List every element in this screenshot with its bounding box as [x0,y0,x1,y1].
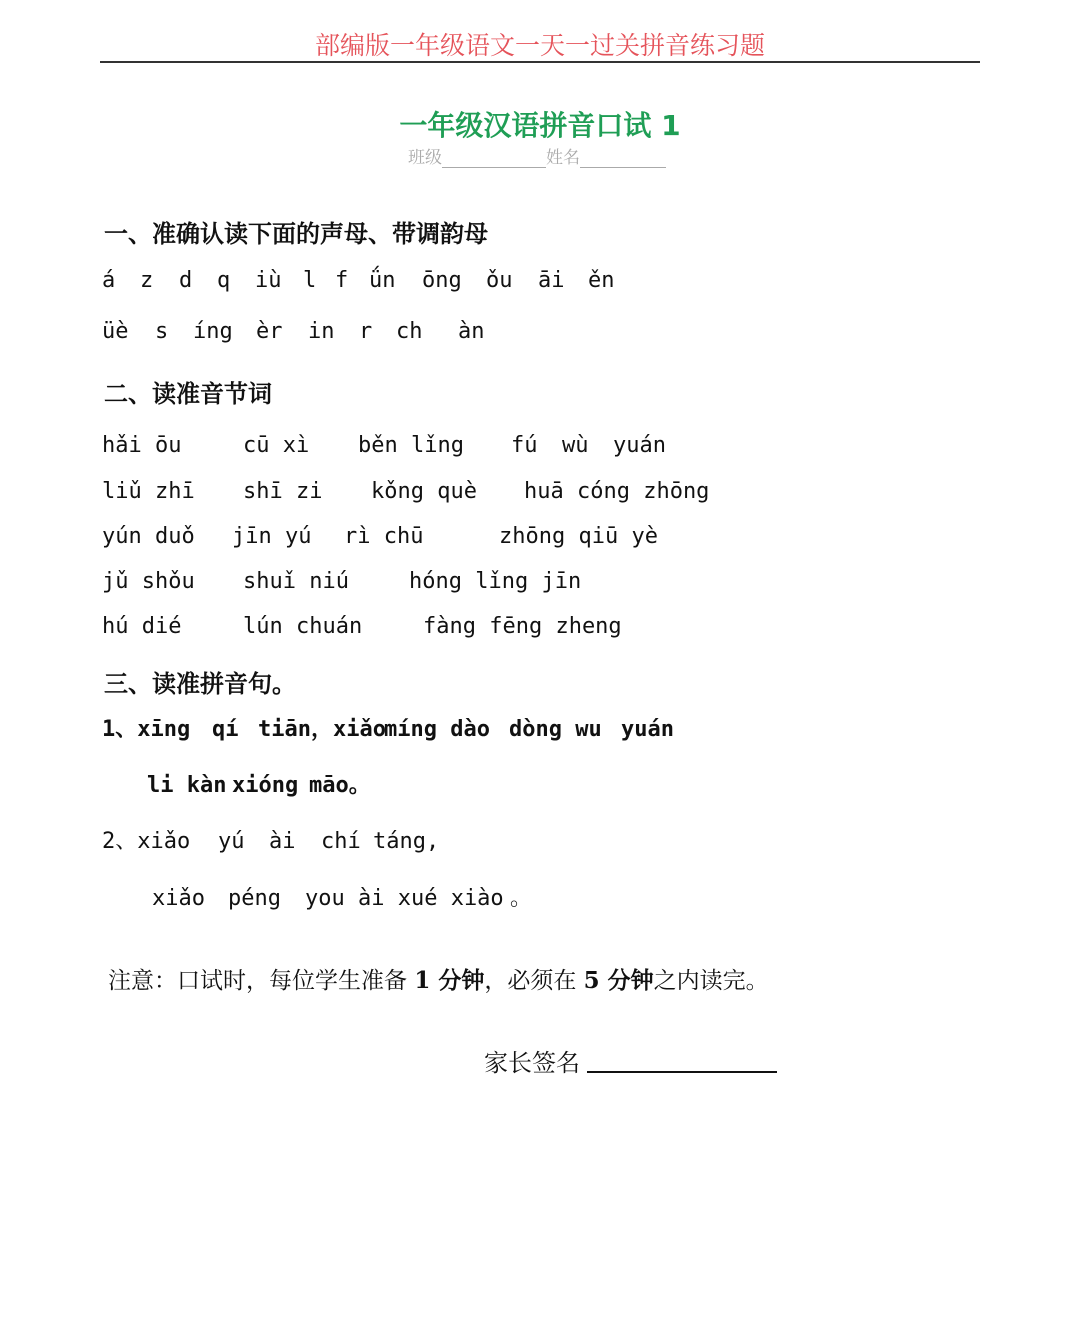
sentence-word: xiǎo [152,886,205,911]
pinyin-item: l [303,268,317,293]
pinyin-item: íng [193,319,233,344]
section1-heading: 一、准确认读下面的声母、带调韵母 [104,219,488,248]
sentence-word: péng [228,886,281,911]
pinyin-item: üè [102,319,129,344]
word-item: fàng fēng zheng [423,614,622,639]
word-item: shī zi [243,479,323,504]
document-title: 一年级汉语拼音口试 1 [399,109,681,142]
header-divider [100,61,980,63]
word-item: lún chuán [243,614,363,639]
sentence-word: ài [269,829,296,854]
section1-row2 [102,319,498,344]
pinyin-item: q [217,268,231,293]
name-blank[interactable] [580,147,666,168]
word-item: běn lǐng [358,433,464,458]
note-suffix: 之内读完。 [653,968,769,994]
section2-row4 [102,569,582,594]
sentence2-line2 [152,881,533,912]
header-title: 部编版一年级语文一天一过关拼音练习题 [314,31,765,60]
sentence-word: 2、xiǎo [102,829,191,854]
pinyin-item: ōng [422,268,462,293]
sentence-word: xióng [232,773,299,798]
sentence-word: chí [321,829,361,854]
pinyin-item: ch [396,319,423,344]
sentence-word: táng, [373,829,440,854]
word-item: hǎi ōu [102,433,182,458]
parent-signature-field[interactable] [587,1071,777,1073]
pinyin-item: d [179,268,193,293]
class-name-line [408,143,666,168]
section3-heading: 三、读准拼音句。 [104,669,296,698]
section2-heading: 二、读准音节词 [104,379,272,408]
pinyin-item: ǘn [369,268,396,293]
sentence-word: tiān，xiǎo [258,717,386,742]
pinyin-item: f [335,268,349,293]
section2-row3 [102,524,659,549]
sentence-word: māo。 [309,773,371,798]
pinyin-item: z [140,268,154,293]
sentence-word: yuán [621,717,674,742]
word-item: wù [562,433,589,458]
sentence-word: 。 [510,886,533,911]
word-item: huā cóng zhōng [524,479,710,504]
class-blank[interactable] [442,147,546,168]
sentence1-line2 [147,768,379,799]
word-item: shuǐ niú [243,569,349,594]
sentence-word: li kàn [147,773,227,798]
word-item: zhōng qiū yè [499,524,658,549]
pinyin-item: s [155,319,169,344]
note-prefix: 注意：口试时，每位学生准备 [108,968,407,994]
word-item: cū xì [243,433,310,458]
sentence1-line1 [102,712,681,743]
pinyin-item: ǒu [486,268,513,293]
pinyin-item: in [308,319,335,344]
pinyin-item: ěn [588,268,615,293]
word-item: fú [511,433,538,458]
word-item: yún duǒ [102,524,195,549]
pinyin-item: āi [538,268,565,293]
name-label: 姓名 [546,148,580,168]
note-middle: ，必须在 [484,968,577,994]
pinyin-item: iù [255,268,282,293]
section2-row5 [102,614,623,639]
sentence-word: míng dào [384,717,490,742]
pinyin-item: àn [458,319,485,344]
word-item: jǔ shǒu [102,569,195,594]
note-time-limit: 5 分钟 [583,967,654,994]
section1-row1 [102,268,628,293]
exam-note [108,962,769,995]
sentence-word: 1、xīng [102,717,191,742]
sentence-word: dòng wu [509,717,602,742]
word-item: kǒng què [371,479,477,504]
pinyin-item: r [359,319,373,344]
word-item: yuán [613,433,666,458]
pinyin-item: á [102,268,116,293]
sentence-word: qí [212,717,239,742]
section2-row2 [102,479,710,504]
word-item: jīn yú [232,524,312,549]
pinyin-item: èr [256,319,283,344]
parent-signature-label: 家长签名 [484,1049,580,1077]
sentence-word: yú [218,829,245,854]
note-time-prep: 1 分钟 [414,967,485,994]
section2-row1 [102,433,673,458]
class-label: 班级 [408,148,442,168]
sentence2-line1 [102,824,443,855]
sentence-word: you ài xué xiào [305,886,504,911]
word-item: hú dié [102,614,182,639]
word-item: rì chū [344,524,424,549]
word-item: hóng lǐng jīn [409,569,582,594]
word-item: liǔ zhī [102,479,195,504]
